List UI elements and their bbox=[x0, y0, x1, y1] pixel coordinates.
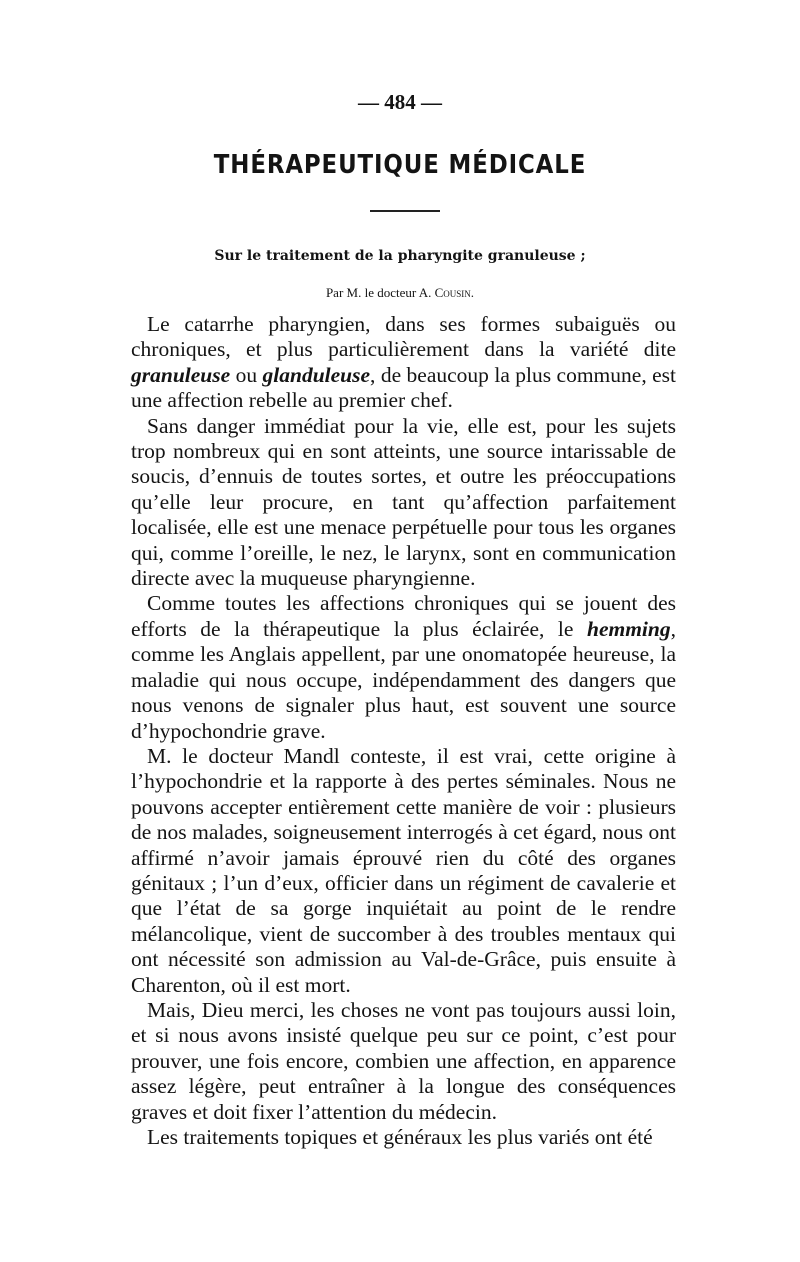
article-body bbox=[131, 312, 676, 1150]
paragraph bbox=[131, 998, 676, 1125]
text-run: Le catarrhe pharyngien, dans ses formes subaiguës ou chroniques, et plus particulièrement dans la variété dite bbox=[131, 312, 676, 362]
paragraph bbox=[131, 1125, 676, 1150]
page-number: — 484 — bbox=[358, 90, 442, 114]
author-line bbox=[0, 285, 800, 301]
text-run: Sans danger immédiat pour la vie, elle est, pour les sujets trop nombreux qui en sont atteints, une source intarissable de soucis, d’ennuis de toutes sortes, et outre les préoccupations qu’elle leur procure, en tant qu’affection parfaitement localisée, elle est une menace perpétuelle pour tous les organes qui, comme l’oreille, le nez, le larynx, sont en communication directe avec la muqueuse pharyngienne. bbox=[131, 413, 676, 591]
italic-term: glanduleuse bbox=[262, 362, 371, 387]
paragraph bbox=[131, 312, 676, 414]
text-run: Mais, Dieu merci, les choses ne vont pas toujours aussi loin, et si nous avons insisté quelque peu sur ce point, c’est pour prouver, une fois encore, combien une affection, en apparence assez légère, peut entraîner à la longue des conséquences graves et doit fixer l’attention du médecin. bbox=[131, 997, 676, 1124]
author-prefix: Par M. le docteur A. bbox=[325, 285, 432, 300]
article-subtitle: Sur le traitement de la pharyngite granuleuse ; bbox=[214, 248, 586, 264]
text-run: M. le docteur Mandl conteste, il est vrai, cette origine à l’hypochondrie et la rapporte à des pertes séminales. Nous ne pouvons accepter entièrement cette manière de voir : plusieurs de nos malades, soigneusement interrogés à cet égard, nous ont affirmé n’avoir jamais éprouvé rien du côté des organes génitaux ; l’un d’eux, officier dans un régiment de cavalerie et que l’état de sa gorge inquiétait au point de le rendre mélancolique, vient de succomber à des troubles mentaux qui ont nécessité son admission au Val-de-Grâce, puis ensuite à Charenton, où il est mort. bbox=[131, 743, 676, 997]
text-run: , de beaucoup la plus commune, est une affection rebelle au premier chef. bbox=[131, 362, 676, 413]
italic-term: hemming bbox=[586, 616, 671, 641]
text-run: , comme les Anglais appellent, par une onomatopée heureuse, la maladie qui nous occupe, indépendamment des dangers que nous venons de signaler plus haut, est souvent une source d’hypochondrie grave. bbox=[131, 616, 676, 743]
text-run: ou bbox=[230, 362, 263, 387]
section-title: THÉRAPEUTIQUE MÉDICALE bbox=[213, 150, 587, 180]
text-run: Les traitements topiques et généraux les plus variés ont été bbox=[147, 1125, 653, 1149]
paragraph bbox=[131, 744, 676, 998]
italic-term: granuleuse bbox=[131, 362, 231, 387]
paragraph bbox=[131, 414, 676, 592]
text-run: Comme toutes les affections chroniques qui se jouent des efforts de la thérapeutique la plus éclairée, le bbox=[131, 591, 676, 641]
title-divider bbox=[370, 210, 440, 212]
paragraph bbox=[131, 591, 676, 743]
author-name: Cousin. bbox=[434, 285, 475, 300]
